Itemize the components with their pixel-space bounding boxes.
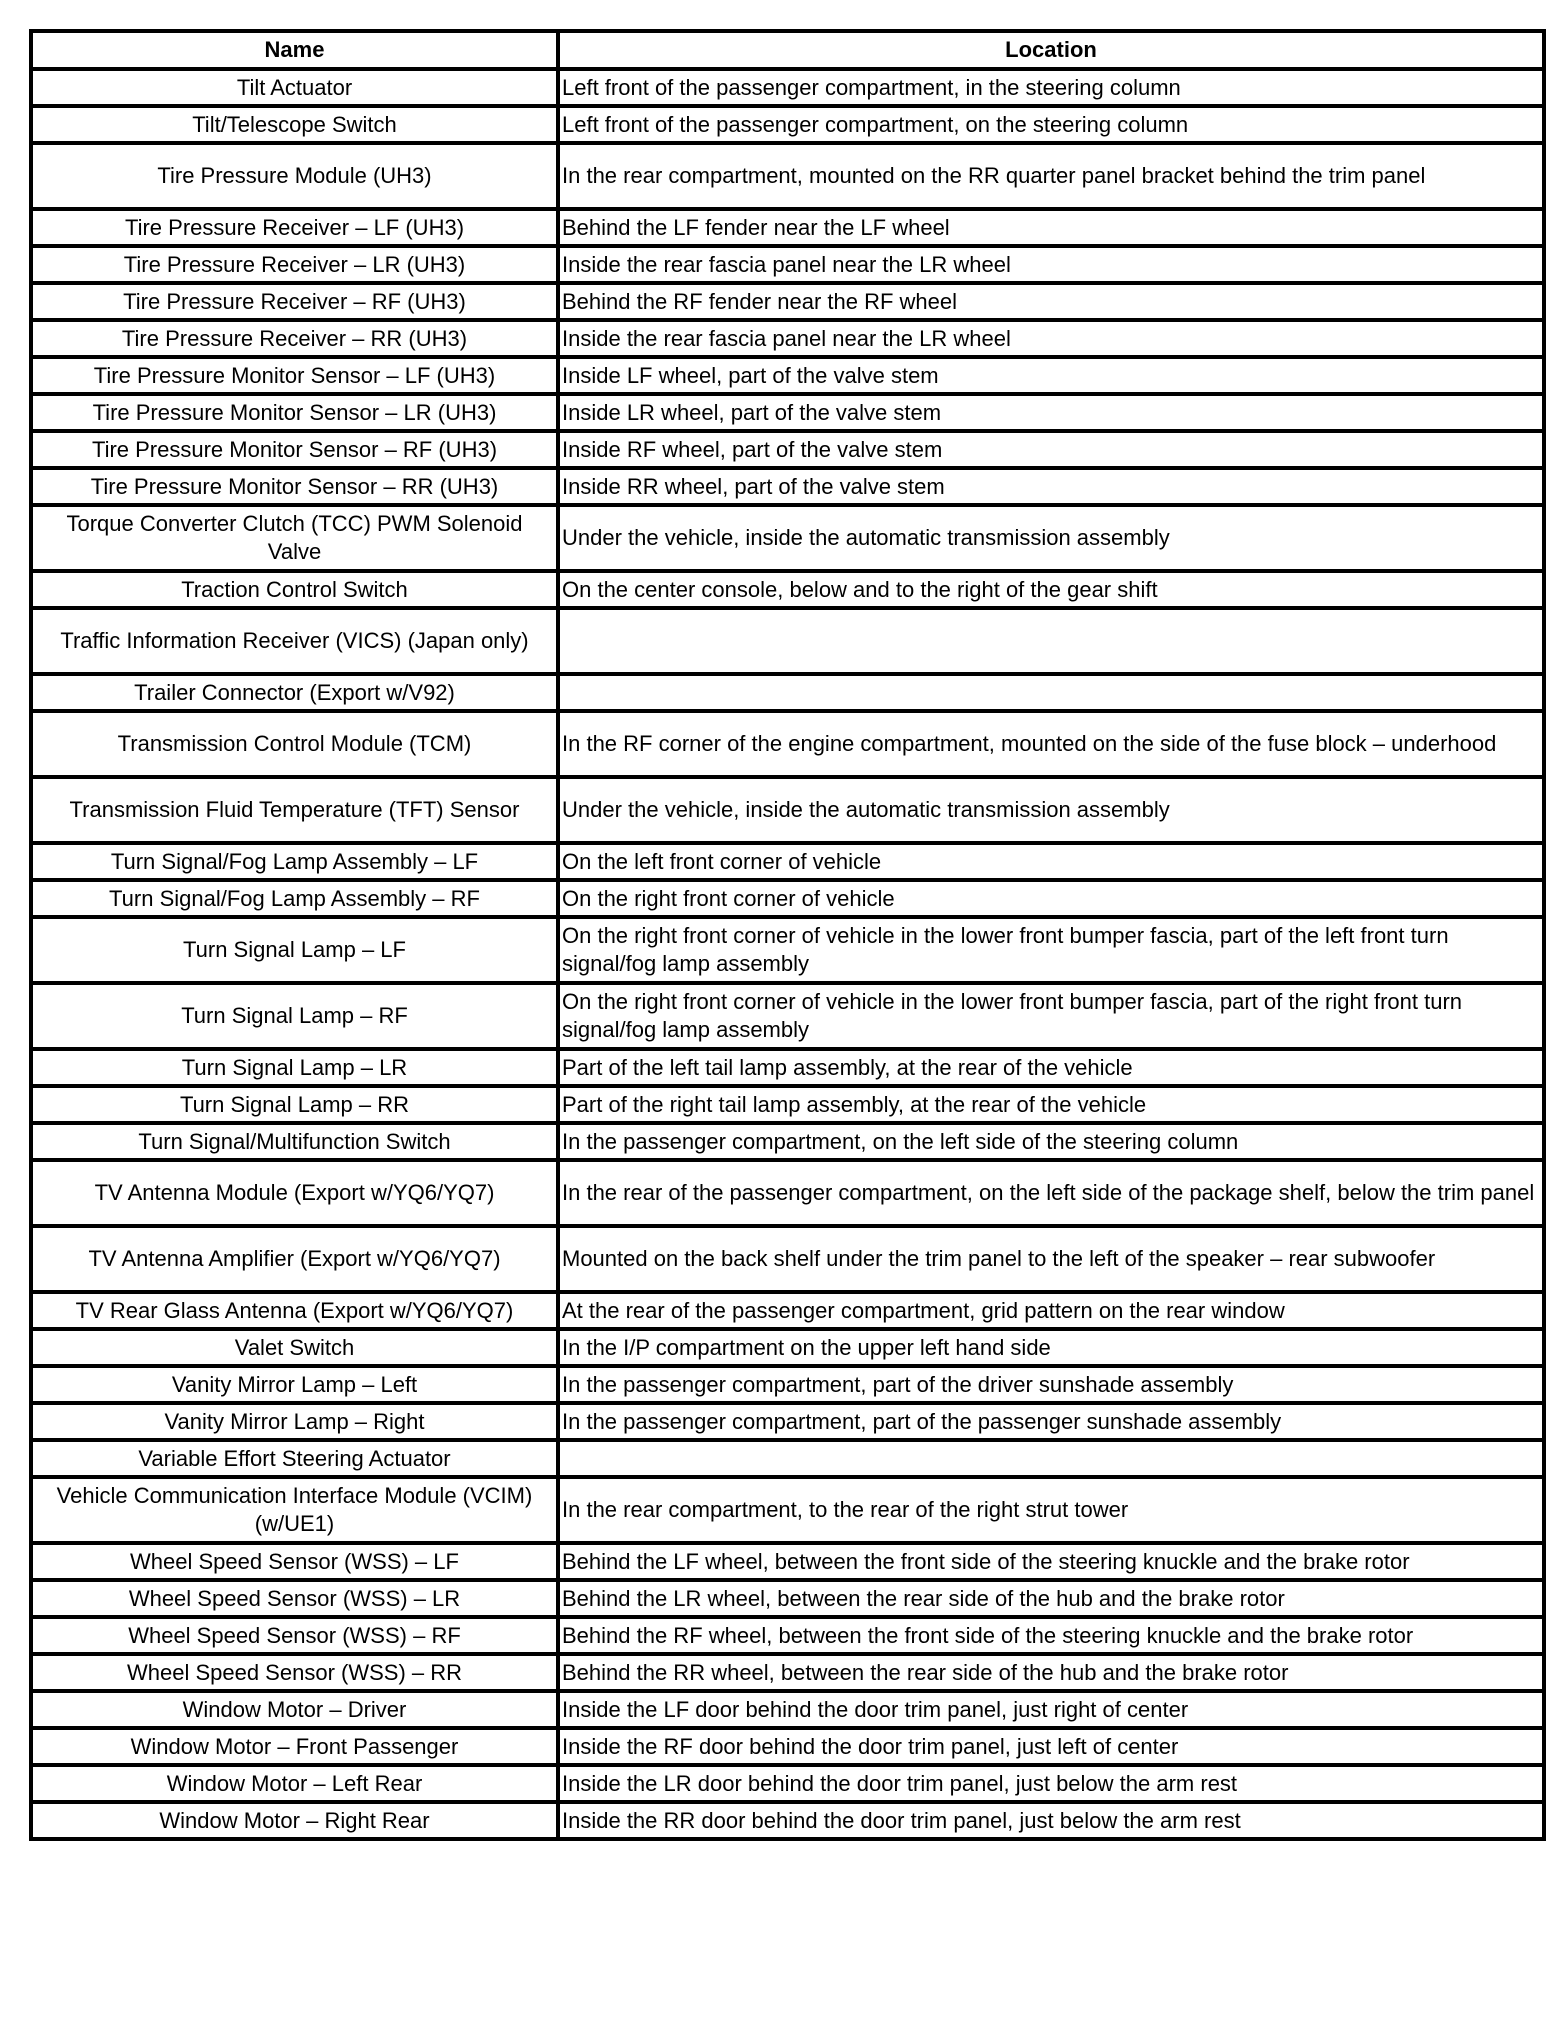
table-row xyxy=(31,283,1544,320)
component-name: Valet Switch xyxy=(31,1329,558,1366)
header-location: Location xyxy=(558,31,1544,69)
component-name: Tilt Actuator xyxy=(31,69,558,106)
component-location: In the I/P compartment on the upper left hand side xyxy=(558,1329,1544,1366)
component-location: In the passenger compartment, part of the passenger sunshade assembly xyxy=(558,1403,1544,1440)
component-name: Tire Pressure Receiver – RF (UH3) xyxy=(31,283,558,320)
component-location: Inside the RF door behind the door trim panel, just left of center xyxy=(558,1728,1544,1765)
component-name: Turn Signal Lamp – LR xyxy=(31,1049,558,1086)
table-row xyxy=(31,880,1544,917)
component-name: Tire Pressure Monitor Sensor – LR (UH3) xyxy=(31,394,558,431)
component-name: Transmission Control Module (TCM) xyxy=(31,711,558,777)
component-name: Tire Pressure Receiver – LF (UH3) xyxy=(31,209,558,246)
component-location: On the right front corner of vehicle in the lower front bumper fascia, part of the left front turn signal/fog lamp assembly xyxy=(558,917,1544,983)
table-row xyxy=(31,608,1544,674)
component-name: Tire Pressure Receiver – LR (UH3) xyxy=(31,246,558,283)
table-row xyxy=(31,1765,1544,1802)
component-location: In the rear compartment, mounted on the RR quarter panel bracket behind the trim panel xyxy=(558,143,1544,209)
component-location: Under the vehicle, inside the automatic transmission assembly xyxy=(558,777,1544,843)
component-name: Vanity Mirror Lamp – Left xyxy=(31,1366,558,1403)
table-row xyxy=(31,1086,1544,1123)
component-name: Variable Effort Steering Actuator xyxy=(31,1440,558,1477)
component-name: Tire Pressure Receiver – RR (UH3) xyxy=(31,320,558,357)
component-location: Inside LF wheel, part of the valve stem xyxy=(558,357,1544,394)
component-location: In the RF corner of the engine compartment, mounted on the side of the fuse block – underhood xyxy=(558,711,1544,777)
component-name: Tire Pressure Monitor Sensor – LF (UH3) xyxy=(31,357,558,394)
table-row xyxy=(31,1049,1544,1086)
component-location: In the passenger compartment, part of the driver sunshade assembly xyxy=(558,1366,1544,1403)
table-row xyxy=(31,1403,1544,1440)
table-row xyxy=(31,246,1544,283)
component-location: Inside the rear fascia panel near the LR wheel xyxy=(558,320,1544,357)
component-location: Behind the LF fender near the LF wheel xyxy=(558,209,1544,246)
component-name: Window Motor – Front Passenger xyxy=(31,1728,558,1765)
component-location: In the rear of the passenger compartment, on the left side of the package shelf, below the trim panel xyxy=(558,1160,1544,1226)
component-name: Vehicle Communication Interface Module (VCIM) (w/UE1) xyxy=(31,1477,558,1543)
table-row xyxy=(31,468,1544,505)
table-row xyxy=(31,983,1544,1049)
table-row xyxy=(31,711,1544,777)
table-row xyxy=(31,1728,1544,1765)
component-location: On the right front corner of vehicle xyxy=(558,880,1544,917)
component-name: Trailer Connector (Export w/V92) xyxy=(31,674,558,711)
table-row xyxy=(31,1160,1544,1226)
component-name: Window Motor – Right Rear xyxy=(31,1802,558,1839)
component-location xyxy=(558,1440,1544,1477)
table-row xyxy=(31,1440,1544,1477)
table-row xyxy=(31,505,1544,571)
component-name: Torque Converter Clutch (TCC) PWM Solenoid Valve xyxy=(31,505,558,571)
component-name: Turn Signal/Multifunction Switch xyxy=(31,1123,558,1160)
table-row xyxy=(31,1691,1544,1728)
component-location: Mounted on the back shelf under the trim panel to the left of the speaker – rear subwoofer xyxy=(558,1226,1544,1292)
component-name: TV Antenna Amplifier (Export w/YQ6/YQ7) xyxy=(31,1226,558,1292)
component-location: Part of the right tail lamp assembly, at the rear of the vehicle xyxy=(558,1086,1544,1123)
table-row xyxy=(31,1654,1544,1691)
table-row xyxy=(31,674,1544,711)
table-row xyxy=(31,1123,1544,1160)
component-name: TV Antenna Module (Export w/YQ6/YQ7) xyxy=(31,1160,558,1226)
component-location: Inside the RR door behind the door trim panel, just below the arm rest xyxy=(558,1802,1544,1839)
component-location: In the passenger compartment, on the left side of the steering column xyxy=(558,1123,1544,1160)
component-location xyxy=(558,674,1544,711)
component-name: Wheel Speed Sensor (WSS) – RF xyxy=(31,1617,558,1654)
table-row xyxy=(31,777,1544,843)
table-row xyxy=(31,357,1544,394)
component-location: Inside LR wheel, part of the valve stem xyxy=(558,394,1544,431)
component-location: Left front of the passenger compartment, on the steering column xyxy=(558,106,1544,143)
component-name: Tilt/Telescope Switch xyxy=(31,106,558,143)
component-location: Inside RF wheel, part of the valve stem xyxy=(558,431,1544,468)
component-location: In the rear compartment, to the rear of the right strut tower xyxy=(558,1477,1544,1543)
component-location-table xyxy=(29,29,1546,1841)
table-row xyxy=(31,917,1544,983)
component-location: Behind the RF wheel, between the front side of the steering knuckle and the brake rotor xyxy=(558,1617,1544,1654)
component-name: Tire Pressure Module (UH3) xyxy=(31,143,558,209)
table-row xyxy=(31,209,1544,246)
component-location: Behind the LF wheel, between the front side of the steering knuckle and the brake rotor xyxy=(558,1543,1544,1580)
component-name: Traction Control Switch xyxy=(31,571,558,608)
table-row xyxy=(31,1617,1544,1654)
component-name: Window Motor – Driver xyxy=(31,1691,558,1728)
table-row xyxy=(31,1329,1544,1366)
component-name: Tire Pressure Monitor Sensor – RF (UH3) xyxy=(31,431,558,468)
component-name: Turn Signal Lamp – RF xyxy=(31,983,558,1049)
header-name: Name xyxy=(31,31,558,69)
component-location xyxy=(558,608,1544,674)
table-row xyxy=(31,431,1544,468)
component-name: Wheel Speed Sensor (WSS) – LF xyxy=(31,1543,558,1580)
table-body xyxy=(31,69,1544,1839)
table-row xyxy=(31,394,1544,431)
component-location: On the center console, below and to the right of the gear shift xyxy=(558,571,1544,608)
table-row xyxy=(31,1580,1544,1617)
table-row xyxy=(31,320,1544,357)
component-name: Turn Signal Lamp – RR xyxy=(31,1086,558,1123)
component-name: Turn Signal/Fog Lamp Assembly – RF xyxy=(31,880,558,917)
component-location: Part of the left tail lamp assembly, at the rear of the vehicle xyxy=(558,1049,1544,1086)
table-row xyxy=(31,69,1544,106)
component-location: Behind the RR wheel, between the rear side of the hub and the brake rotor xyxy=(558,1654,1544,1691)
table-row xyxy=(31,1477,1544,1543)
component-name: Vanity Mirror Lamp – Right xyxy=(31,1403,558,1440)
table-row xyxy=(31,1366,1544,1403)
component-name: Wheel Speed Sensor (WSS) – RR xyxy=(31,1654,558,1691)
table-row xyxy=(31,1543,1544,1580)
component-location: On the left front corner of vehicle xyxy=(558,843,1544,880)
header-row xyxy=(31,31,1544,69)
component-location: Inside RR wheel, part of the valve stem xyxy=(558,468,1544,505)
component-location: Behind the LR wheel, between the rear side of the hub and the brake rotor xyxy=(558,1580,1544,1617)
component-location: Left front of the passenger compartment, in the steering column xyxy=(558,69,1544,106)
component-location: Inside the LR door behind the door trim panel, just below the arm rest xyxy=(558,1765,1544,1802)
component-location: Behind the RF fender near the RF wheel xyxy=(558,283,1544,320)
component-name: Transmission Fluid Temperature (TFT) Sensor xyxy=(31,777,558,843)
table-row xyxy=(31,106,1544,143)
component-location: On the right front corner of vehicle in the lower front bumper fascia, part of the right front turn signal/fog lamp assembly xyxy=(558,983,1544,1049)
table-row xyxy=(31,1292,1544,1329)
component-name: Turn Signal Lamp – LF xyxy=(31,917,558,983)
component-name: Window Motor – Left Rear xyxy=(31,1765,558,1802)
component-location: At the rear of the passenger compartment, grid pattern on the rear window xyxy=(558,1292,1544,1329)
table-row xyxy=(31,571,1544,608)
component-name: TV Rear Glass Antenna (Export w/YQ6/YQ7) xyxy=(31,1292,558,1329)
component-location: Inside the LF door behind the door trim panel, just right of center xyxy=(558,1691,1544,1728)
table-row xyxy=(31,1226,1544,1292)
component-name: Wheel Speed Sensor (WSS) – LR xyxy=(31,1580,558,1617)
component-name: Turn Signal/Fog Lamp Assembly – LF xyxy=(31,843,558,880)
table-row xyxy=(31,1802,1544,1839)
component-name: Tire Pressure Monitor Sensor – RR (UH3) xyxy=(31,468,558,505)
table-row xyxy=(31,143,1544,209)
component-location: Under the vehicle, inside the automatic transmission assembly xyxy=(558,505,1544,571)
table-row xyxy=(31,843,1544,880)
component-location: Inside the rear fascia panel near the LR wheel xyxy=(558,246,1544,283)
component-name: Traffic Information Receiver (VICS) (Japan only) xyxy=(31,608,558,674)
